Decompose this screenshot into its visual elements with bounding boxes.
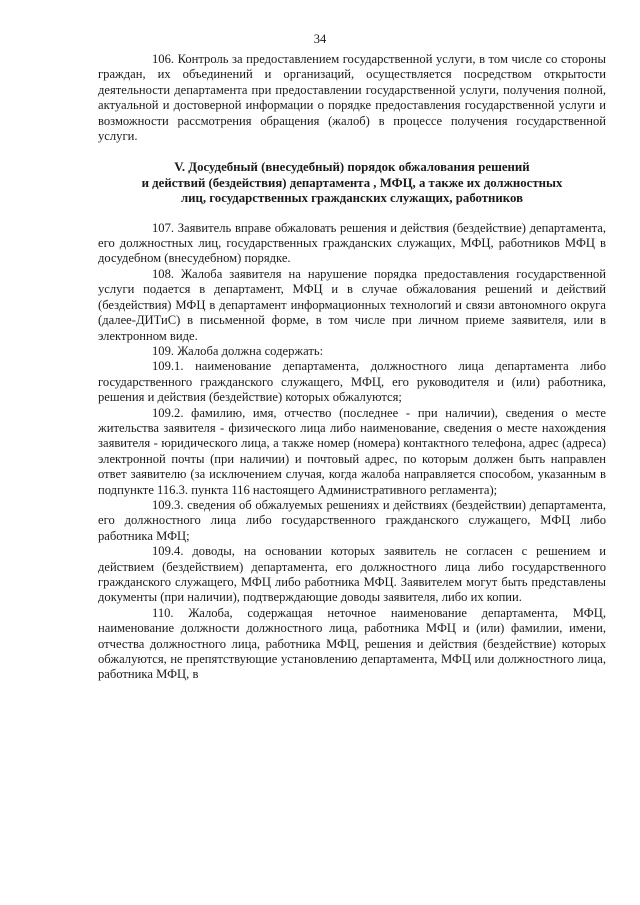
paragraph-109: 109. Жалоба должна содержать:: [152, 343, 324, 358]
paragraph-109-1: 109.1. наименование департамента, должностного лица департамента либо государственного гражданского служащего, МФЦ, его руководителя и (или) работника, решения и действия (бездействие) которых обжалуются;: [98, 359, 606, 405]
document-body: [98, 52, 606, 683]
section-heading-line-3: лиц, государственных гражданских служащих, работников: [180, 191, 524, 206]
page-number: 34: [313, 32, 327, 46]
paragraph-110: 110. Жалоба, содержащая неточное наименование департамента, МФЦ, наименование должности должностного лица, работника МФЦ и (или) фамилии, имени, отчества должностного лица, работника МФЦ, решения и действия (бездействие) которых обжалуются, не препятствующие установлению департамента, МФЦ или должностного лица, работника МФЦ, в: [98, 605, 606, 682]
paragraph-108: 108. Жалоба заявителя на нарушение порядка предоставления государственной услуги подается в департамент, МФЦ и в случае обжалования решений и действий (бездействия) МФЦ в департамент информационных технологий и связи автономного округа (далее-ДИТиС) в письменной форме, в том числе при личном приеме заявителя, или в электронном виде.: [98, 266, 606, 343]
paragraph-109-3: 109.3. сведения об обжалуемых решениях и действиях (бездействии) департамента, его должностного лица либо государственного гражданского служащего, МФЦ либо работника МФЦ;: [98, 497, 606, 543]
paragraph-109-4: 109.4. доводы, на основании которых заявитель не согласен с решением и действием (бездействием) департамента, его должностного лица либо государственного гражданского служащего, МФЦ либо работника МФЦ. Заявителем могут быть представлены документы (при наличии), подтверждающие доводы заявителя, либо их копии.: [98, 544, 606, 605]
paragraph-106: 106. Контроль за предоставлением государственной услуги, в том числе со стороны граждан, их объединений и организаций, осуществляется посредством открытости деятельности департамента при предоставлении государственной услуги, получения полной, актуальной и достоверной информации о порядке предоставления государственной услуги и возможности рассмотрения обращения (жалоб) в процессе получения государственной услуги.: [98, 52, 606, 144]
paragraph-109-2: 109.2. фамилию, имя, отчество (последнее - при наличии), сведения о месте жительства заявителя - физического лица либо наименование, сведения о месте нахождения заявителя - юридического лица, а также номер (номера) контактного телефона, адрес (адреса) электронной почты (при наличии) и почтовый адрес, по которым должен быть направлен ответ заявителю (за исключением случая, когда жалоба направляется способом, указанным в подпункте 116.3. пункта 116 настоящего Административного регламента);: [98, 405, 606, 497]
section-heading: [98, 160, 606, 206]
paragraph-107: 107. Заявитель вправе обжаловать решения и действия (бездействие) департамента, его должностных лиц, государственных гражданских служащих, МФЦ, работников МФЦ в досудебном (внесудебном) порядке.: [98, 220, 606, 266]
section-heading-line-2: и действий (бездействия) департамента , МФЦ, а также их должностных: [141, 175, 563, 190]
section-heading-line-1: V. Досудебный (внесудебный) порядок обжалования решений: [174, 160, 530, 175]
